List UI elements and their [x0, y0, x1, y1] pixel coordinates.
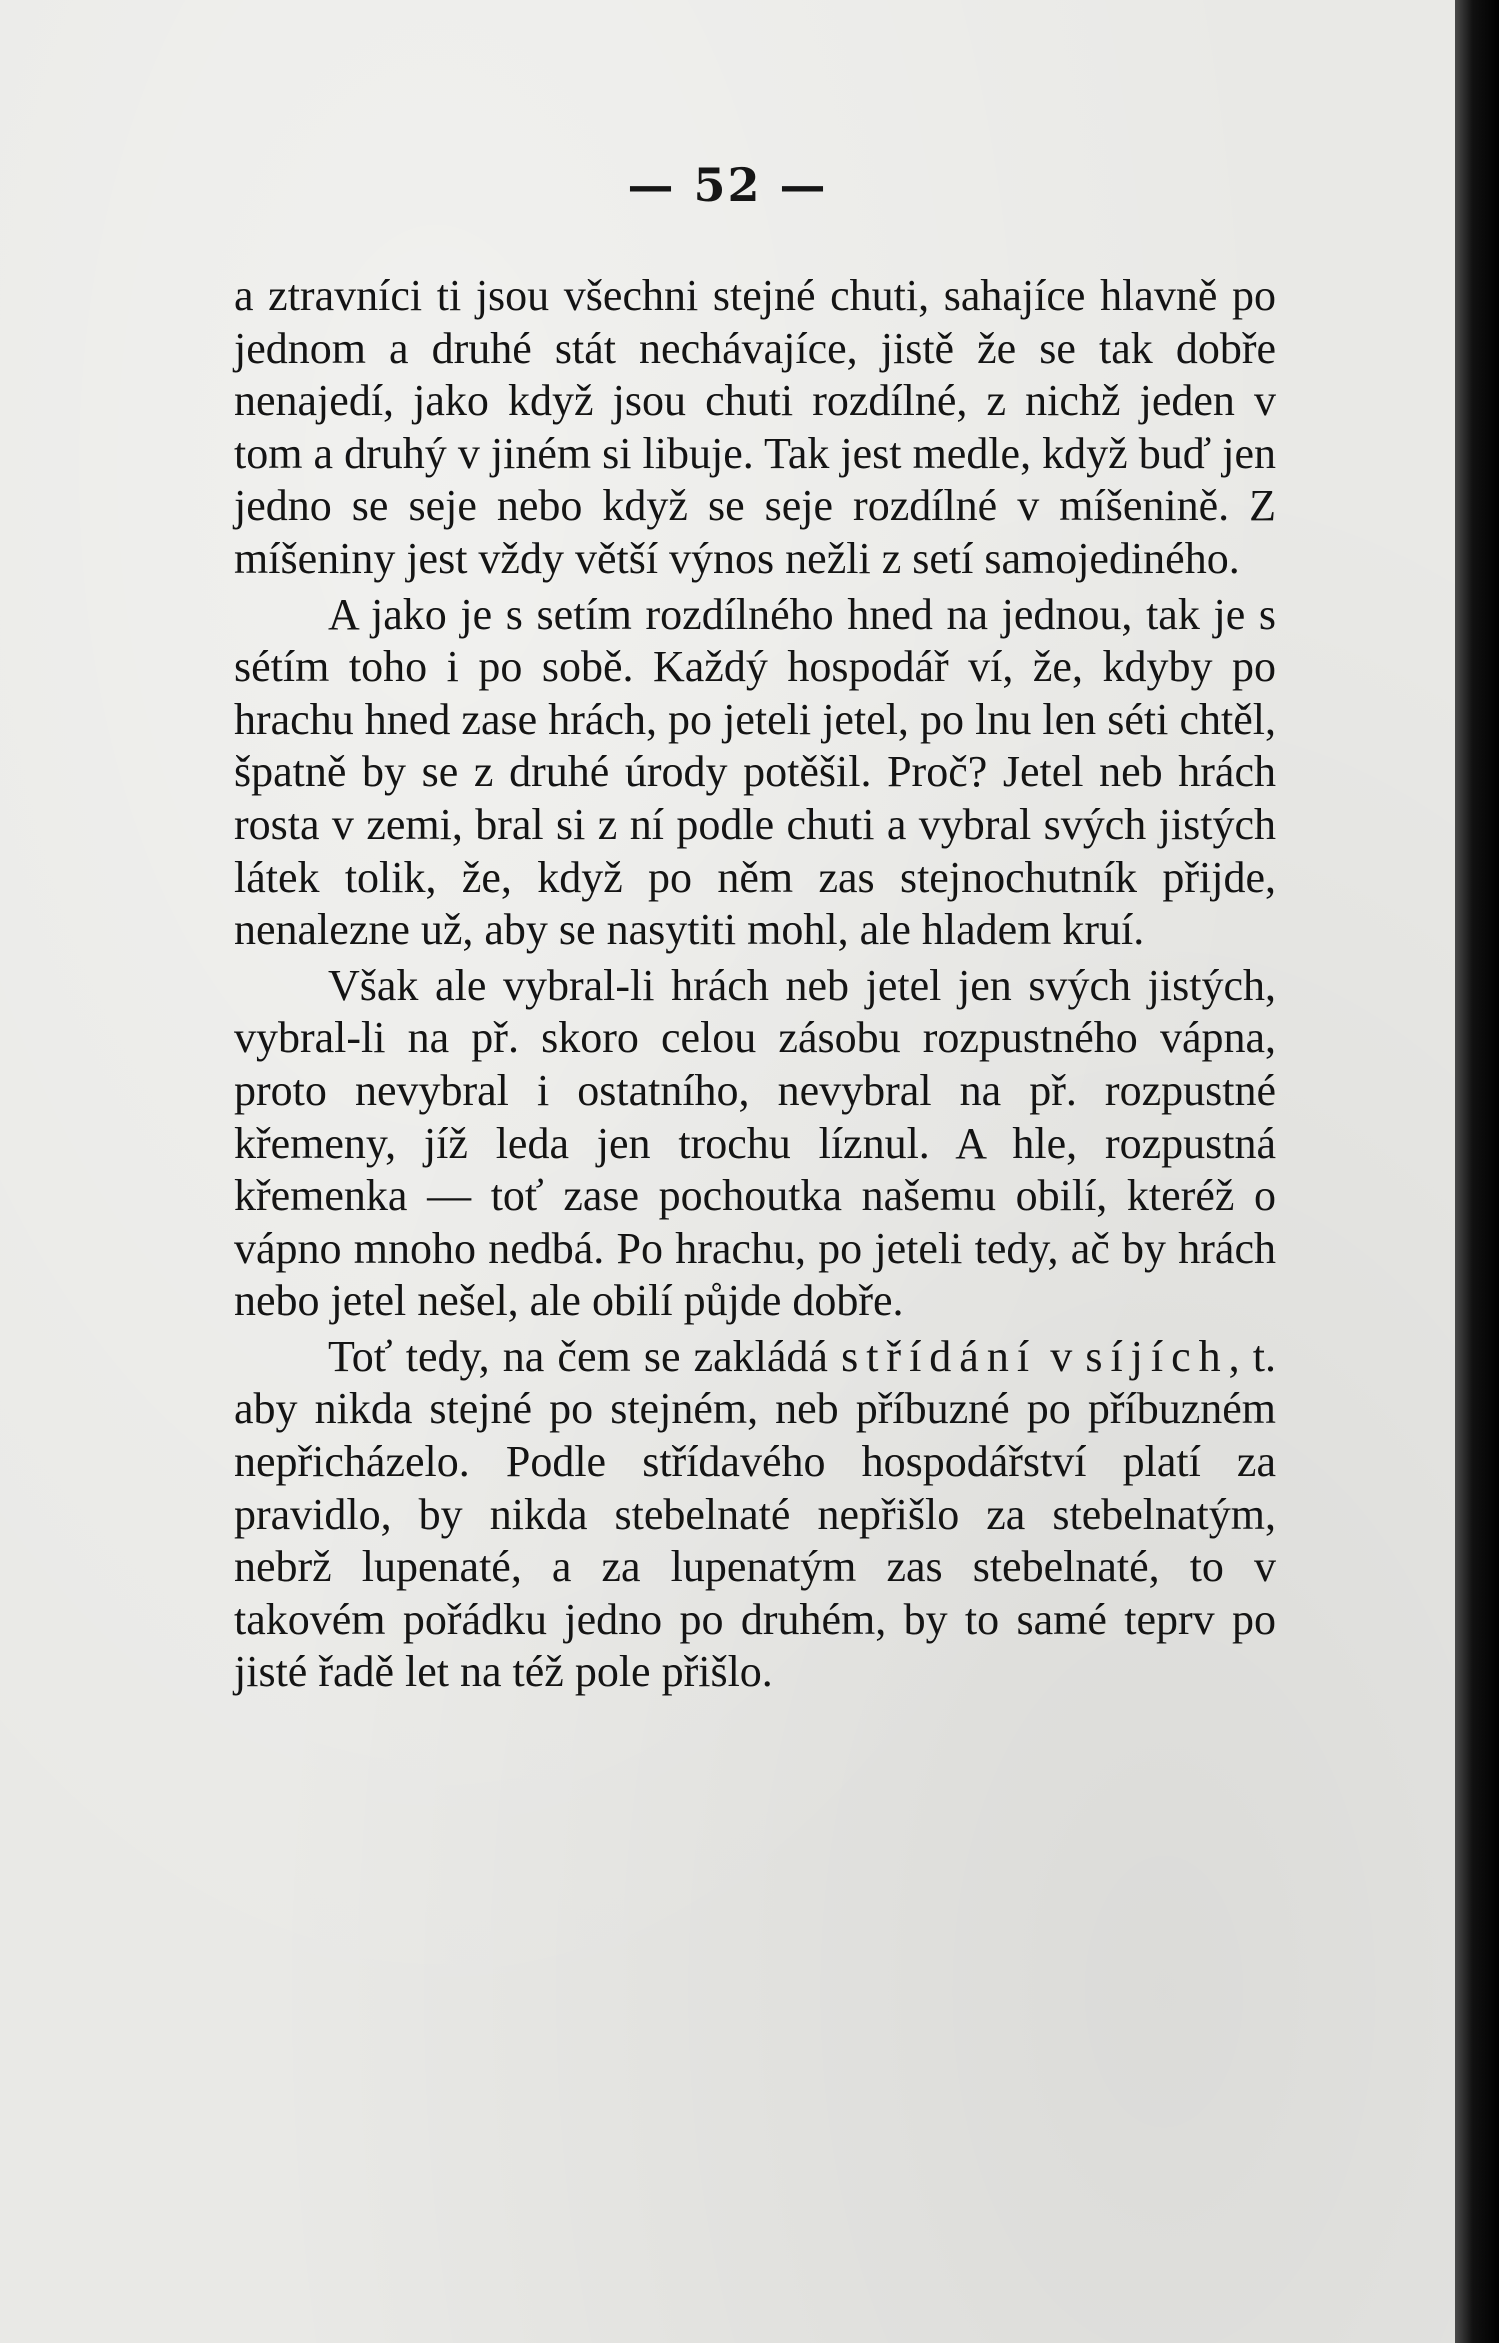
paragraph-3: Však ale vybral-li hrách neb jetel jen svých jistých, vybral-li na př. skoro celou zásobu rozpustného vápna, proto nevybral i ostatního, nevybral na př. rozpustné křemeny, jíž leda jen trochu líznul. A hle, rozpustná křemenka — toť zase pochoutka našemu obilí, kteréž o vápno mnoho nedbá. Po hrachu, po jeteli tedy, ač by hrách nebo jetel nešel, ale obilí půjde dobře. [234, 960, 1276, 1326]
body-text [234, 270, 1276, 1702]
paragraph-4-start: Toť tedy, na čem se zakládá [328, 1331, 842, 1381]
paragraph-4-middle: v [1037, 1331, 1086, 1381]
paragraph-4 [234, 1331, 1276, 1699]
paragraph-2: A jako je s setím rozdílného hned na jednou, tak je s sétím toho i po sobě. Každý hospodář ví, že, kdyby po hrachu hned zase hrách, po jeteli jetel, po lnu len séti chtěl, špatně by se z druhé úrody potěšil. Proč? Jetel neb hrách rosta v zemi, bral si z ní podle chuti a vybral svých jistých látek tolik, že, když po něm zas stejnochutník přijde, nenalezne už, aby se nasytiti mohl, ale hladem kruí. [234, 589, 1276, 955]
spaced-term-stridani: střídání [841, 1331, 1038, 1381]
book-binding-edge [1455, 0, 1499, 2343]
spaced-term-sijich: síjích [1085, 1331, 1229, 1381]
paragraph-4-end: , t. aby nikda stejné po stejném, neb příbuzné po příbuzném nepřicházelo. Podle střídavého hospodářství platí za pravidlo, by nikda stebelnaté nepřišlo za stebelnatým, nebrž lupenaté, a za lupenatým zas stebelnaté, to v takovém pořádku jedno po druhém, by to samé teprv po jisté řadě let na též pole přišlo. [234, 1331, 1277, 1697]
paragraph-1: a ztravníci ti jsou všechni stejné chuti, sahajíce hlavně po jednom a druhé stát nechávajíce, jistě že se tak dobře nenajedí, jako když jsou chuti rozdílné, z nichž jeden v tom a druhý v jiném si libuje. Tak jest medle, když buď jen jedno se seje nebo když se seje rozdílné v míšenině. Z míšeniny jest vždy větší výnos nežli z setí samojediného. [234, 271, 1276, 583]
page-number: — 52 — [627, 158, 828, 212]
